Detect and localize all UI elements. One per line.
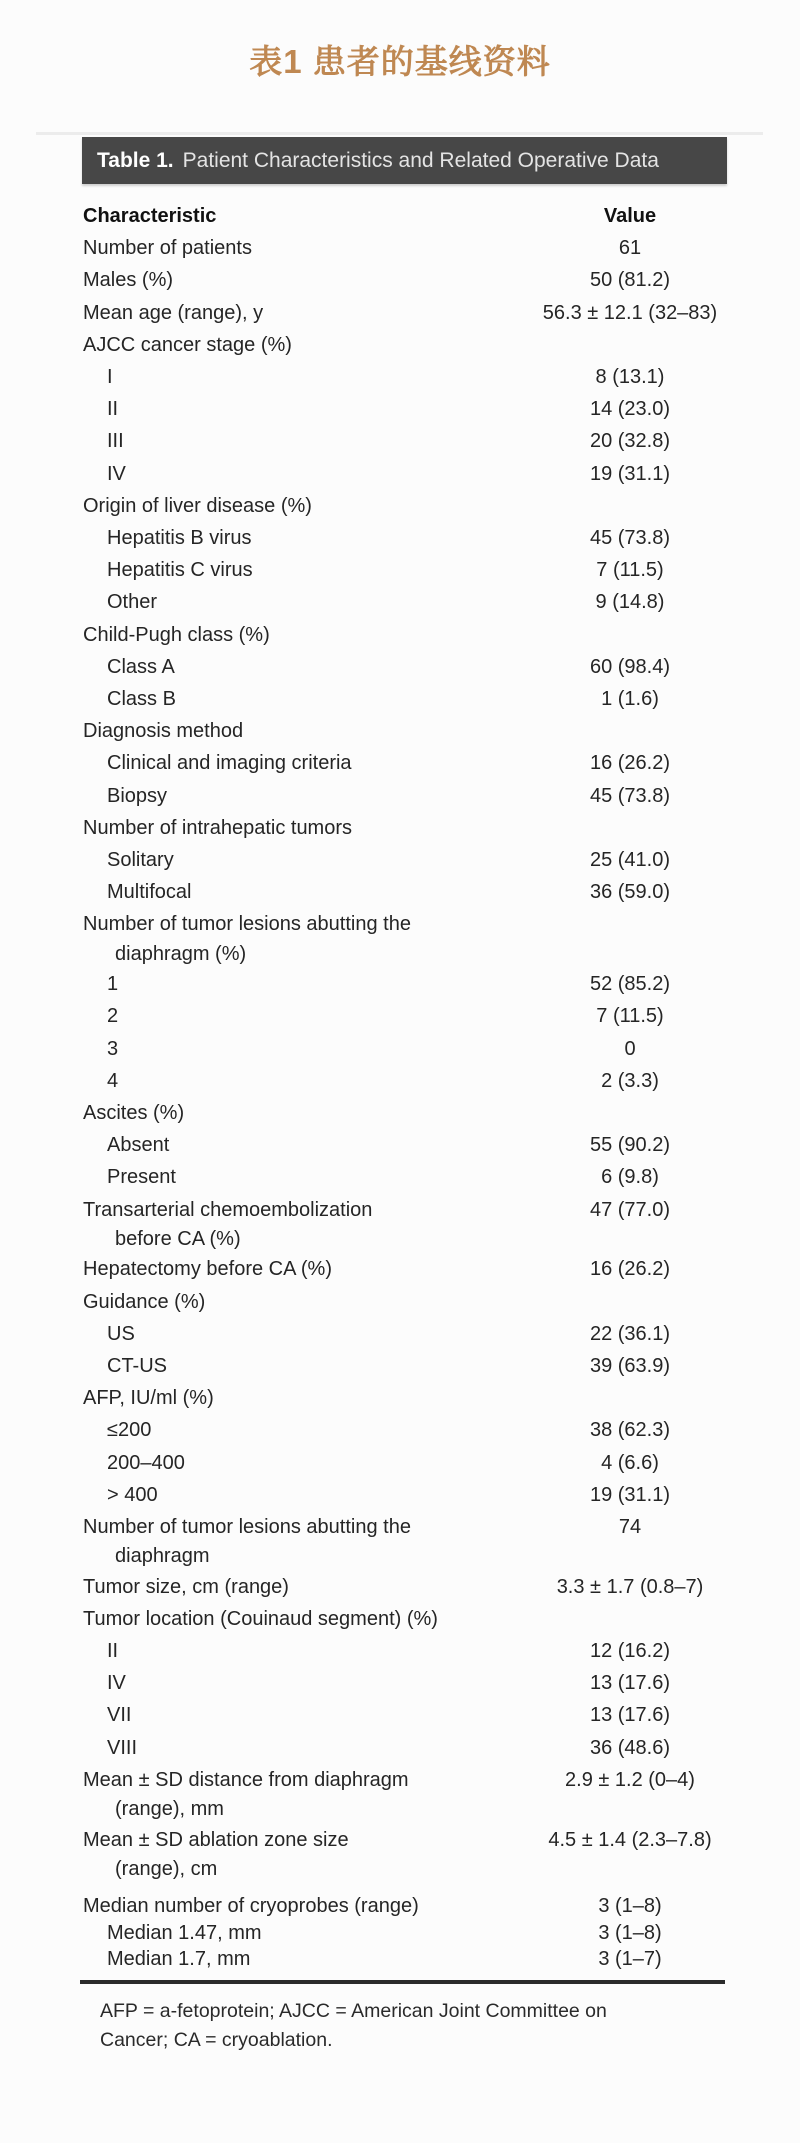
- row-label: Males (%): [83, 269, 174, 292]
- table-row: [83, 651, 755, 683]
- table-row: [83, 715, 755, 747]
- footnote-line-2: Cancer; CA = cryoablation.: [100, 2029, 333, 2052]
- row-value: [505, 1097, 755, 1129]
- row-label: AJCC cancer stage (%): [83, 333, 292, 356]
- row-label-cell: [83, 1447, 505, 1479]
- row-value: 39 (63.9): [589, 1354, 671, 1377]
- row-value: 55 (90.2): [589, 1134, 671, 1157]
- table-row: [83, 1603, 755, 1635]
- table-row: [83, 1667, 755, 1699]
- row-label-cell: [83, 232, 505, 264]
- row-label-cell: [83, 1129, 505, 1161]
- row-label: Median number of cryoprobes (range): [83, 1895, 419, 1918]
- row-label-wrap-line: before CA (%): [115, 1227, 241, 1250]
- table-row: [83, 968, 755, 1000]
- table-row: [83, 361, 755, 393]
- table-row: [83, 1253, 755, 1285]
- row-label-cell: [83, 1033, 505, 1065]
- row-label-cell: [83, 780, 505, 812]
- row-label-cell: [83, 1000, 505, 1032]
- row-label: 3: [107, 1037, 119, 1060]
- footnote-line-1: AFP = a-fetoprotein; AJCC = American Joint Committee on: [100, 1999, 607, 2022]
- table-row: [83, 1479, 755, 1511]
- table-row: [83, 393, 755, 425]
- row-value: 47 (77.0): [589, 1198, 671, 1221]
- row-label: Number of patients: [83, 237, 252, 260]
- row-value: [505, 619, 755, 651]
- row-label-cell: [83, 1946, 505, 1973]
- row-value: 6 (9.8): [601, 1166, 659, 1189]
- row-label-cell: [83, 968, 505, 1000]
- row-value: 60 (98.4): [589, 655, 671, 678]
- table-row: [83, 908, 755, 968]
- row-value: 36 (48.6): [589, 1736, 671, 1759]
- row-value: [505, 1603, 755, 1635]
- row-label: VII: [107, 1704, 132, 1727]
- table-row: [83, 1920, 755, 1947]
- row-value: 0: [624, 1037, 636, 1060]
- row-label-cell: [83, 1667, 505, 1699]
- row-label-cell: [83, 908, 505, 968]
- row-label-cell: [83, 876, 505, 908]
- table-row: [83, 232, 755, 264]
- row-value: 13 (17.6): [589, 1672, 671, 1695]
- row-value: 14 (23.0): [589, 398, 671, 421]
- row-value: 4 (6.6): [601, 1451, 659, 1474]
- row-label: Class B: [107, 688, 176, 711]
- row-label: II: [107, 398, 119, 421]
- row-value: 36 (59.0): [589, 881, 671, 904]
- table-row: [83, 1635, 755, 1667]
- row-label-cell: [83, 1699, 505, 1731]
- table-row: [83, 876, 755, 908]
- row-label: Mean ± SD distance from diaphragm: [83, 1768, 409, 1791]
- row-label-wrap-line: (range), mm: [115, 1798, 224, 1821]
- row-label-cell: [83, 1414, 505, 1446]
- table-row: [83, 1097, 755, 1129]
- row-value: 3 (1–8): [598, 1895, 662, 1918]
- table-row: [83, 554, 755, 586]
- row-label: 2: [107, 1005, 119, 1028]
- row-label: Absent: [107, 1134, 170, 1157]
- table-row: [83, 1382, 755, 1414]
- row-value: [505, 1382, 755, 1414]
- table-footnote: [83, 1997, 755, 2056]
- table-row: [83, 812, 755, 844]
- row-label-cell: [83, 1603, 505, 1635]
- row-label-cell: [83, 1161, 505, 1193]
- row-label: IV: [107, 462, 126, 485]
- row-label-wrap-line: diaphragm: [115, 1545, 210, 1568]
- row-label: > 400: [107, 1483, 158, 1506]
- row-label: 4: [107, 1069, 119, 1092]
- row-label-cell: [83, 393, 505, 425]
- row-label-cell: [83, 1920, 505, 1947]
- row-label: Other: [107, 591, 158, 614]
- table-title-text: Patient Characteristics and Related Operative Data: [182, 148, 659, 172]
- row-label-cell: [83, 586, 505, 618]
- row-value: 3.3 ± 1.7 (0.8–7): [556, 1575, 704, 1598]
- row-label-cell: [83, 812, 505, 844]
- row-label-cell: [83, 1571, 505, 1603]
- row-label: Hepatitis C virus: [107, 559, 253, 582]
- row-label-cell: [83, 1350, 505, 1382]
- row-label: US: [107, 1322, 135, 1345]
- row-label: CT-US: [107, 1354, 167, 1377]
- row-label: IV: [107, 1672, 126, 1695]
- row-value: 7 (11.5): [596, 559, 664, 582]
- table-title-bar: [82, 137, 727, 184]
- row-label: 1: [107, 973, 119, 996]
- row-value: 52 (85.2): [589, 973, 671, 996]
- row-label-cell: [83, 715, 505, 747]
- row-label-cell: [83, 619, 505, 651]
- row-label-cell: [83, 329, 505, 361]
- row-value: 50 (81.2): [589, 269, 671, 292]
- row-label: Class A: [107, 655, 175, 678]
- row-value: 45 (73.8): [589, 784, 671, 807]
- row-value: [505, 812, 755, 844]
- row-label-cell: [83, 1065, 505, 1097]
- table-row: [83, 329, 755, 361]
- table-row: [83, 1764, 755, 1824]
- table-row: [83, 619, 755, 651]
- row-label-cell: [83, 522, 505, 554]
- row-value: 12 (16.2): [589, 1640, 671, 1663]
- table-row: [83, 1414, 755, 1446]
- row-label-cell: [83, 425, 505, 457]
- table-row: [83, 747, 755, 779]
- row-label: ≤200: [107, 1419, 152, 1442]
- row-value: 2.9 ± 1.2 (0–4): [565, 1768, 695, 1791]
- row-label: Present: [107, 1166, 176, 1189]
- row-label-cell: [83, 1511, 505, 1571]
- table-row: [83, 780, 755, 812]
- row-label-cell: [83, 264, 505, 296]
- table-row: [83, 1732, 755, 1764]
- row-value: 9 (14.8): [595, 591, 665, 614]
- row-label: Guidance (%): [83, 1290, 206, 1313]
- row-label-cell: [83, 683, 505, 715]
- row-label-cell: [83, 1824, 505, 1884]
- row-label-cell: [83, 1382, 505, 1414]
- row-label: Number of intrahepatic tumors: [83, 816, 353, 839]
- table-row: [83, 490, 755, 522]
- row-value: 13 (17.6): [589, 1704, 671, 1727]
- row-value: [505, 1286, 755, 1318]
- row-value: 8 (13.1): [595, 366, 665, 389]
- row-label: Diagnosis method: [83, 720, 244, 743]
- row-label: III: [107, 430, 124, 453]
- table-row: [83, 683, 755, 715]
- table-row: [83, 844, 755, 876]
- table-row: [83, 522, 755, 554]
- row-label: Median 1.7, mm: [107, 1948, 251, 1971]
- row-label-cell: [83, 651, 505, 683]
- table-rows: [83, 232, 755, 1973]
- row-value: [505, 490, 755, 522]
- chinese-caption: 表1 患者的基线资料: [249, 43, 551, 80]
- row-value: 25 (41.0): [589, 849, 671, 872]
- table-row: [83, 1447, 755, 1479]
- row-label-wrap-line: (range), cm: [115, 1857, 218, 1880]
- value-column-header: Value: [603, 205, 657, 227]
- row-label-cell: [83, 554, 505, 586]
- characteristic-column-header-cell: [83, 200, 505, 232]
- row-label: II: [107, 1640, 119, 1663]
- row-value: 7 (11.5): [596, 1005, 664, 1028]
- row-label-cell: [83, 747, 505, 779]
- row-label: Mean ± SD ablation zone size: [83, 1828, 349, 1851]
- row-value: 22 (36.1): [589, 1322, 671, 1345]
- row-value: 56.3 ± 12.1 (32–83): [542, 301, 718, 324]
- table-row: [83, 1318, 755, 1350]
- row-value: 38 (62.3): [589, 1419, 671, 1442]
- row-label: Number of tumor lesions abutting the: [83, 1515, 411, 1538]
- table-row: [83, 1065, 755, 1097]
- table-row: [83, 1350, 755, 1382]
- table-row: [83, 1194, 755, 1254]
- table-row: [83, 1824, 755, 1884]
- table-row: [83, 586, 755, 618]
- row-label-cell: [83, 1318, 505, 1350]
- row-label: Child-Pugh class (%): [83, 623, 270, 646]
- table-row: [83, 1161, 755, 1193]
- row-value: 19 (31.1): [589, 1483, 671, 1506]
- row-label: Hepatectomy before CA (%): [83, 1258, 332, 1281]
- table-row: [83, 297, 755, 329]
- table-row: [83, 1511, 755, 1571]
- row-label-cell: [83, 1635, 505, 1667]
- table-row: [83, 1893, 755, 1920]
- row-label-cell: [83, 1253, 505, 1285]
- row-label-cell: [83, 1097, 505, 1129]
- row-value: 3 (1–7): [598, 1948, 662, 1971]
- row-label: I: [107, 366, 113, 389]
- table-body: [83, 200, 755, 2056]
- table-row: [83, 1129, 755, 1161]
- row-value: 19 (31.1): [589, 462, 671, 485]
- row-value: 4.5 ± 1.4 (2.3–7.8): [548, 1828, 712, 1851]
- table-number-label: Table 1.: [97, 148, 174, 172]
- row-label: Hepatitis B virus: [107, 527, 252, 550]
- row-label: AFP, IU/ml (%): [83, 1387, 214, 1410]
- row-label-cell: [83, 361, 505, 393]
- row-label: Origin of liver disease (%): [83, 494, 312, 517]
- table-row: [83, 1699, 755, 1731]
- row-label: Median 1.47, mm: [107, 1921, 262, 1944]
- row-label-cell: [83, 1479, 505, 1511]
- row-label-cell: [83, 297, 505, 329]
- row-value: [505, 715, 755, 747]
- row-label: Clinical and imaging criteria: [107, 752, 352, 775]
- table-row: [83, 264, 755, 296]
- row-label: Mean age (range), y: [83, 301, 264, 324]
- row-value: 2 (3.3): [601, 1069, 659, 1092]
- row-label-cell: [83, 458, 505, 490]
- row-value: 20 (32.8): [589, 430, 671, 453]
- row-label: Ascites (%): [83, 1101, 185, 1124]
- characteristic-column-header: Characteristic: [83, 205, 217, 227]
- row-value: 1 (1.6): [601, 688, 659, 711]
- row-value: 16 (26.2): [589, 1258, 671, 1281]
- table-row: [83, 458, 755, 490]
- row-value: 74: [618, 1515, 642, 1538]
- table-column-header-row: [83, 200, 755, 232]
- row-value: [505, 908, 755, 968]
- row-label: Multifocal: [107, 881, 192, 904]
- row-value: 16 (26.2): [589, 752, 671, 775]
- row-label-cell: [83, 844, 505, 876]
- row-label: 200–400: [107, 1451, 185, 1474]
- row-value: 61: [618, 237, 642, 260]
- row-label-wrap-line: diaphragm (%): [115, 942, 247, 965]
- table-row: [83, 1946, 755, 1973]
- row-label-cell: [83, 1286, 505, 1318]
- row-value: 3 (1–8): [598, 1921, 662, 1944]
- row-label-cell: [83, 1194, 505, 1254]
- row-label-cell: [83, 1893, 505, 1920]
- table-row: [83, 1033, 755, 1065]
- row-label-cell: [83, 490, 505, 522]
- scan-artifact-band: [36, 132, 763, 135]
- row-label-cell: [83, 1732, 505, 1764]
- table-row: [83, 1571, 755, 1603]
- row-value: [505, 329, 755, 361]
- row-label: Transarterial chemoembolization: [83, 1198, 373, 1221]
- row-label: Number of tumor lesions abutting the: [83, 913, 411, 936]
- row-label: Biopsy: [107, 784, 168, 807]
- row-value: 45 (73.8): [589, 527, 671, 550]
- row-label-cell: [83, 1764, 505, 1824]
- row-label: VIII: [107, 1736, 138, 1759]
- table-row: [83, 1286, 755, 1318]
- row-label: Tumor location (Couinaud segment) (%): [83, 1607, 438, 1630]
- row-label: Solitary: [107, 849, 174, 872]
- table-row: [83, 1000, 755, 1032]
- row-label: Tumor size, cm (range): [83, 1575, 289, 1598]
- table-bottom-rule: [80, 1980, 725, 1984]
- table-row: [83, 425, 755, 457]
